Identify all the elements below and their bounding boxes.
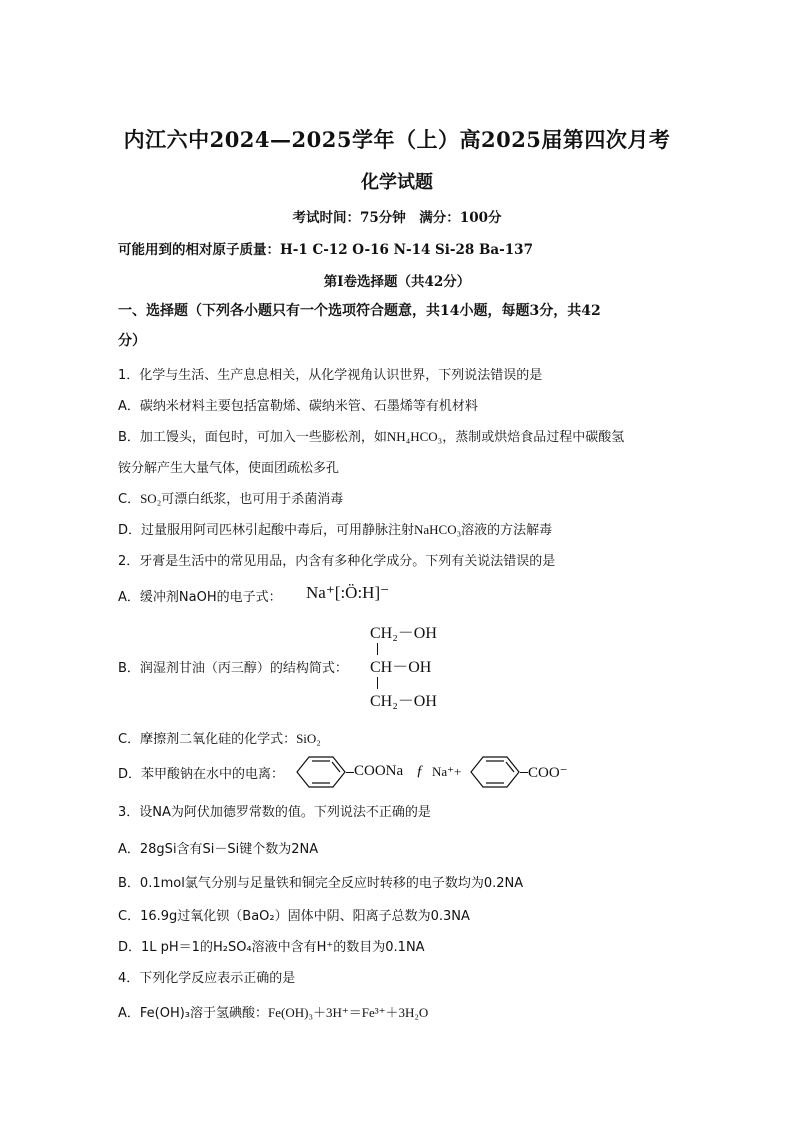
q2-option-d-right: COO⁻ xyxy=(528,765,568,781)
atomic-masses: 可能用到的相对原子质量：H-1 C-12 O-16 N-14 Si-28 Ba-137 xyxy=(118,242,533,258)
benzene-ring-icon xyxy=(296,752,346,792)
q3-stem: 3．设NA为阿伏加德罗常数的值。下列说法不正确的是 xyxy=(118,805,431,820)
q3-option-a: A．28gSi含有Si－Si键个数为2NA xyxy=(118,842,319,857)
q2-option-a-formula: Na⁺[:Ö:H]⁻ xyxy=(306,583,390,602)
q2-option-a-label: A．缓冲剂NaOH的电子式： xyxy=(118,590,282,605)
q4-option-a-label: A．Fe(OH)₃溶于氢碘酸： xyxy=(118,1006,269,1021)
q3-option-c: C．16.9g过氧化钡（BaO₂）固体中阴、阳离子总数为0.3NA xyxy=(118,909,470,924)
q2-option-d-label: D．苯甲酸钠在水中的电离： xyxy=(118,767,285,782)
q2-option-b-struct-3: CH₂－OH xyxy=(370,693,437,710)
benzene-ring-icon xyxy=(470,752,520,792)
q2-option-b-label: B．润湿剂甘油（丙三醇）的结构简式： xyxy=(118,661,348,676)
bond-line xyxy=(520,772,528,773)
q1-option-c-formula: SO₂ xyxy=(140,491,162,506)
section-heading-line2: 分） xyxy=(118,333,146,349)
q1-option-d-formula: NaHCO₃ xyxy=(414,522,462,537)
bond-line xyxy=(346,772,354,773)
q4-option-a-equation: Fe(OH)₃＋3H⁺＝Fe³⁺＋3H₂O xyxy=(268,1005,429,1020)
q2-option-c-formula: SiO₂ xyxy=(296,731,321,746)
q4-option-a xyxy=(118,1002,428,1021)
q3-option-b: B．0.1mol氯气分别与足量铁和铜完全反应时转移的电子数均为0.2NA xyxy=(118,876,524,891)
exam-info: 考试时间：75分钟 满分：100分 xyxy=(292,210,502,226)
q2-option-b-struct-1: CH₂－OH xyxy=(370,625,437,642)
q1-option-c xyxy=(118,488,343,507)
q2-option-c xyxy=(118,728,321,747)
q2-stem: 2．牙膏是生活中的常见用品，内含有多种化学成分。下列有关说法错误的是 xyxy=(118,554,556,569)
q3-option-d: D．1L pH＝1的H₂SO₄溶液中含有H⁺的数目为0.1NA xyxy=(118,940,425,955)
q1-option-b-formula: NH₄HCO₃ xyxy=(386,429,443,444)
q1-stem: 1．化学与生活、生产息息相关，从化学视角认识世界，下列说法错误的是 xyxy=(118,368,543,383)
subject-title: 化学试题 xyxy=(361,172,433,193)
q1-option-d-text-end: 溶液的方法解毒 xyxy=(461,523,553,538)
equilibrium-arrow: ƒ xyxy=(416,763,424,779)
q1-option-b-line2: 铵分解产生大量气体，使面团疏松多孔 xyxy=(118,461,340,476)
q1-option-b xyxy=(118,426,624,445)
q2-option-c-label: C．摩擦剂二氧化硅的化学式： xyxy=(118,732,297,747)
q1-option-c-label: C． xyxy=(118,492,141,507)
q1-option-d xyxy=(118,519,552,538)
part-title: 第Ⅰ卷选择题（共42分） xyxy=(323,274,471,290)
exam-title: 内江六中2024—2025学年（上）高2025届第四次月考 xyxy=(123,127,671,152)
q4-stem: 4．下列化学反应表示正确的是 xyxy=(118,971,296,986)
section-heading-line1: 一、选择题（下列各小题只有一个选项符合题意，共14小题，每题3分，共42 xyxy=(118,303,601,319)
q1-option-d-text: D．过量服用阿司匹林引起酸中毒后，可用静脉注射 xyxy=(118,523,415,538)
q1-option-b-text: B．加工馒头，面包时，可加入一些膨松剂，如 xyxy=(118,430,387,445)
q1-option-b-text-end: ，蒸制或烘焙食品过程中碳酸氢 xyxy=(442,430,625,445)
q2-option-b-struct-2: CH－OH xyxy=(370,659,432,676)
q1-option-a: A．碳纳米材料主要包括富勒烯、碳纳米管、石墨烯等有机材料 xyxy=(118,399,478,414)
q2-option-d-left: COONa xyxy=(354,763,404,779)
q2-option-d-ion: Na⁺+ xyxy=(432,764,462,779)
q1-option-c-text: 可漂白纸浆，也可用于杀菌消毒 xyxy=(161,492,344,507)
